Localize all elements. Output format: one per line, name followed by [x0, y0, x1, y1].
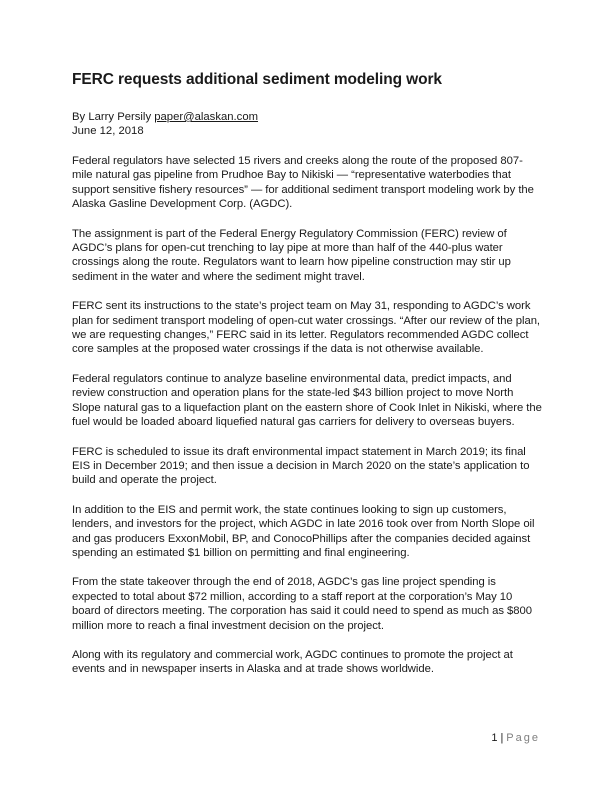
byline-author: By Larry Persily	[72, 111, 155, 123]
byline	[72, 110, 542, 124]
paragraph-8: Along with its regulatory and commercial work, AGDC continues to promote the project at events and in newspaper inserts in Alaska and at trade shows worldwide.	[72, 648, 513, 676]
page-number: 1	[491, 732, 498, 744]
paragraph-6: In addition to the EIS and permit work, the state continues looking to sign up customers, lenders, and investors for the project, which AGDC in late 2016 took over from North Slope oil and gas producers ExxonMobil, BP, and ConocoPhillips after the companies decided against spending an estimated $1 billion on permitting and final engineering.	[72, 503, 535, 559]
article-body	[72, 70, 542, 692]
footer-separator: |	[500, 732, 504, 744]
paragraph-1: Federal regulators have selected 15 rivers and creeks along the route of the proposed 807-mile natural gas pipeline from Prudhoe Bay to Nikiski — “representative waterbodies that support sensitive fishery resources” — for additional sediment transport modeling work by the Alaska Gasline Development Corp. (AGDC).	[72, 155, 534, 211]
page-footer	[491, 732, 540, 744]
paragraph-5: FERC is scheduled to issue its draft environmental impact statement in March 2019; its final EIS in December 2019; and then issue a decision in March 2020 on the state’s application to build and operate the project.	[72, 445, 530, 487]
article-title: FERC requests additional sediment modeling work	[72, 71, 442, 88]
paragraph-4: Federal regulators continue to analyze baseline environmental data, predict impacts, and review construction and operation plans for the state-led $43 billion project to move North Slope natural gas to a liquefaction plant on the eastern shore of Cook Inlet in Nikiski, where the fuel would be loaded aboard liquefied natural gas carriers for delivery to overseas buyers.	[72, 372, 542, 429]
paragraph-2: The assignment is part of the Federal Energy Regulatory Commission (FERC) review of AGDC’s plans for open-cut trenching to lay pipe at more than half of the 440-plus water crossings along the route. Regulators want to learn how pipeline construction may stir up sediment in the water and where the sediment might travel.	[72, 227, 511, 283]
article-date: June 12, 2018	[72, 125, 144, 137]
author-email-link[interactable]: paper@alaskan.com	[154, 111, 259, 123]
page-label: Page	[506, 732, 540, 744]
paragraph-3: FERC sent its instructions to the state’s project team on May 31, responding to AGDC’s work plan for sediment transport modeling of open-cut water crossings. “After our review of the plan, we are requesting changes,” FERC said in its letter. Regulators recommended AGDC collect core samples at the proposed water crossings if the data is not otherwise available.	[72, 300, 541, 356]
paragraph-7: From the state takeover through the end of 2018, AGDC’s gas line project spending is expected to total about $72 million, according to a staff report at the corporation’s May 10 board of directors meeting. The corporation has said it could need to spend as much as $800 million more to reach a final investment decision on the project.	[72, 576, 532, 632]
